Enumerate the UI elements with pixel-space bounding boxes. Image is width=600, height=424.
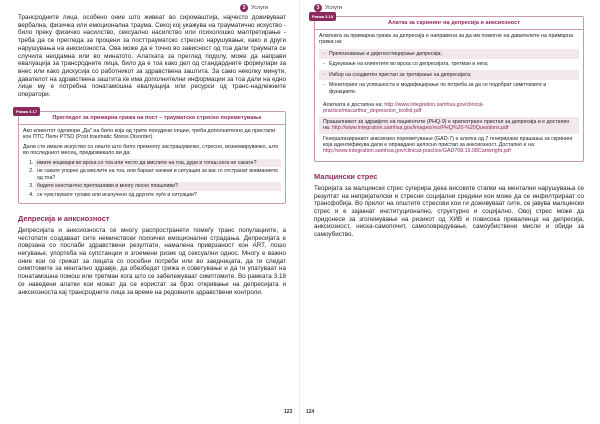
list-item: - Препознавање и дијагностицирање депресија; bbox=[319, 49, 579, 59]
list-item: 3. бидете константно претпазливи и многу лесно плашливи? bbox=[35, 182, 281, 190]
list-item: - Избор на соодветен пристап за третирање на депресијата; bbox=[319, 70, 579, 80]
box-intro: Алатката за примарна грижа за депресија е направена за да им помогне на давателите на примарна грижа на: bbox=[319, 32, 574, 46]
depression-paragraph: Депресијата и анксиозноста се многу распространети помеѓу транс популациите, а честопати создаваат сите неминствски психички емоционални страдања. Депресијата е поврзана со послаби здравствени резултати, намалена приврзаност кон ART, лошо негување, упортеба на супстанции и згоемени ризик од сексуални однос. Многу е важно оние кои се грижат за лицата со посебни потреби или во заедницата, да ги следат симптомите за ментално здравје, да обезбедат грижа и советување и да ги упатуваат на понатамошна помош или третман кога што се забележуваат симптомите. Во рамката 3.18 се наведени алатки кои можат да се користат за брзо откривање на депресијата и анксиозноста кај трансродните лица за време на редовните здравствени контроли. bbox=[18, 226, 286, 296]
box-tag: Рамка 3.18 bbox=[309, 12, 336, 21]
page-number: 123 bbox=[284, 409, 293, 415]
section-heading: Малцински стрес bbox=[314, 171, 378, 181]
intro-paragraph: Трансродните лица, особено оние што живеат во сиромаштија, најчесто доживуваат вербална, физичка или емоционална траума. Секој кој укажува на трауматично искуство - било преку физичко насилство, сексуално насилство или психолошко малтретирање - треба да се прегледа за процени за посттрауматско стресно нарушување, како и други нарушувања на анксиозноста. Ова може да е точно во зависност од тоа дали траумата се случила неодамна или во минатото. Алатката за преглед подолу, може да направи евалуација за трансродните лица, било да е тоа како дел од стандардните формулари за внес или како дискусија со работникот за здравствена заштита. За само неколку минути, давателот на здравствена заштита ќе има дополнителни информации за тоа дали на едно лице му е потребна понатамошна евалуација или ресурси од транс-надлежните оператори. bbox=[18, 14, 286, 99]
section-badge bbox=[240, 4, 268, 12]
box-title: Алатка за скрининг на депресија и анксиозност bbox=[388, 20, 520, 26]
link-block bbox=[319, 117, 579, 134]
ptsd-screening-box bbox=[16, 108, 286, 204]
toolkit-link[interactable]: http://www.integration.samhsa.gov/clinical-practice/macarthur_depression_toolkit.pdf bbox=[323, 102, 485, 115]
link-text: Алатката е достапна на: bbox=[323, 102, 383, 109]
section-number: 3 bbox=[314, 4, 322, 12]
gad7-link[interactable]: http://www.integration.samhsa.gov/clinical-practice/GAD708.19.08Cartwright.pdf bbox=[323, 148, 511, 155]
list-item: - Едукување на клиентите во врска со депресијата, третман и нега; bbox=[319, 59, 579, 69]
section-label: Услуги bbox=[251, 5, 268, 11]
box-tag: Рамка 3.17 bbox=[13, 107, 40, 116]
link-text: Генерализираниот анксиозен пореметување (GAD-7) е алатка од 7 генерирани прашања за скрининг која идентификува дали е оправдано целосно пристап за анксиозност. Достапно е на: bbox=[323, 135, 573, 149]
list-item: 1. имате кошмари во врска со тоа или често да мислите на тоа, дури и тогаш кога не сакате? bbox=[35, 159, 281, 167]
box-intro: Ако клиентот одговори „Да" на било која од трите понудени опции, треба дополнително да пристапи кон ПТС Пелн PTSD (Post traumatic Stress Disorder). bbox=[23, 127, 276, 141]
page-number: 124 bbox=[306, 409, 315, 415]
depression-screening-box bbox=[314, 16, 584, 162]
tool-list bbox=[319, 49, 579, 97]
phq9-link[interactable]: http://www.integration.samhsa.gov/images/res/PHQ%20-%20Questions.pdf bbox=[331, 125, 509, 132]
question-list bbox=[23, 159, 281, 199]
box-title: Прегледот за примарна грижа на пост – трауматско стресно пореметување bbox=[52, 114, 262, 121]
box-question: Дали сте имале искуство со нешто што било премногу застрашувачко, стресно, вознемирувачко, што во последниот месец, предизвикало ви да: bbox=[23, 143, 279, 157]
section-number: 3 bbox=[240, 4, 248, 12]
section-badge bbox=[314, 4, 584, 12]
minority-stress-paragraph: Теоријата за малцински стрес сугерира дека високите стапки на ментални нарушувања се резултат на непријателски и стресни социјални средини кои може да се инфилтрираат со трансфобија. Во прилог на општите стресови кои ги доживуваат сите, се јавува малцински стрес и е зајакнат институционално, структурно и социјално. Овој стрес може да придонесе за зголемување на ризикот од ХИВ и повисока преваленца на депресија, анксиозност, ниска-самопочит, самоповредување, самоубиствени мисли и обиди за самоубиство. bbox=[314, 184, 584, 239]
list-item: 2. не сакате упорно да мислите на тоа, или бараат начини и ситуации за вас го отстранат вниманието од тоа? bbox=[35, 167, 281, 182]
link-text: Прашалникот за здравјето на пациентите (PHQ-9) е краткотраен пристап за депресија и е достапен на: bbox=[323, 118, 570, 132]
link-block bbox=[319, 134, 579, 157]
list-item: 4. се чувствувате тупаво или исклучено од другите луѓе и ситуации? bbox=[35, 191, 281, 199]
section-label: Услуги bbox=[325, 5, 342, 11]
section-heading: Депресија и анксиозност bbox=[18, 213, 110, 223]
list-item: - Мониторинг на успешноста и модифицирање по потреба за да се подобрат симптомите и функциите. bbox=[319, 80, 579, 97]
right-page bbox=[300, 0, 600, 424]
link-block bbox=[319, 100, 579, 117]
